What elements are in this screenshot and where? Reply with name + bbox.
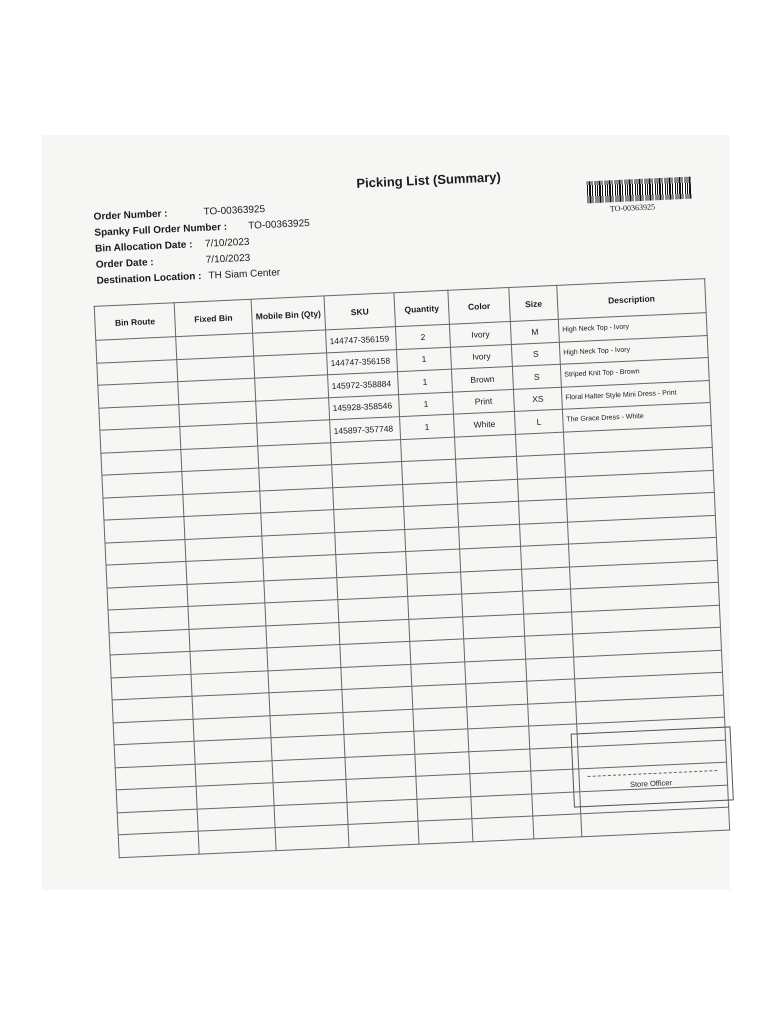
empty-cell: [471, 794, 533, 819]
sku-cell: 144747-356159: [326, 327, 397, 353]
signature-box: [571, 726, 734, 807]
empty-cell: [272, 757, 346, 783]
empty-cell: [516, 454, 565, 479]
empty-cell: [265, 600, 339, 626]
empty-cell: [337, 574, 408, 600]
empty-cell: [402, 459, 457, 484]
empty-cell: [415, 751, 470, 776]
empty-cell: [341, 664, 412, 690]
column-header: Bin Route: [94, 303, 175, 341]
description-cell: High Neck Top - Ivory: [559, 335, 708, 364]
empty-cell: [407, 571, 462, 596]
quantity-cell: 2: [395, 324, 450, 349]
empty-cell: [259, 465, 333, 491]
full-order-number-value: TO-00363925: [248, 217, 310, 232]
empty-cell: [522, 567, 571, 592]
order-number-value: TO-00363925: [203, 204, 266, 218]
empty-cell: [456, 456, 518, 481]
empty-cell: [334, 507, 405, 533]
color-cell: Ivory: [449, 321, 511, 346]
color-cell: White: [453, 411, 515, 436]
empty-cell: [418, 819, 473, 844]
empty-cell: [517, 477, 566, 502]
empty-cell: [340, 641, 411, 667]
empty-cell: [411, 661, 466, 686]
empty-cell: [269, 690, 343, 716]
empty-cell: [343, 709, 414, 735]
quantity-cell: 1: [396, 347, 451, 372]
empty-cell: [266, 622, 340, 648]
description-cell: Floral Halter Style Mini Dress - Print: [561, 380, 710, 409]
empty-cell: [526, 656, 575, 681]
empty-cell: [409, 616, 464, 641]
column-header: Mobile Bin (Qty): [251, 296, 325, 333]
column-header: Size: [509, 285, 558, 321]
size-cell: L: [514, 409, 563, 434]
field-label: Destination Location :: [96, 270, 202, 287]
empty-cell: [472, 816, 534, 841]
empty-cell: [261, 510, 335, 536]
order-date-row: [95, 252, 251, 276]
empty-cell: [465, 659, 527, 684]
empty-cell: [271, 734, 345, 760]
empty-cell: [268, 667, 342, 693]
empty-cell: [264, 577, 338, 603]
order-number-row: [93, 204, 266, 228]
field-label: Order Date :: [95, 257, 154, 271]
empty-cell: [410, 639, 465, 664]
empty-cell: [527, 679, 576, 704]
sku-cell: 145928-358546: [329, 394, 400, 420]
empty-cell: [457, 479, 519, 504]
empty-cell: [262, 532, 336, 558]
empty-cell: [459, 524, 521, 549]
destination-value: TH Siam Center: [208, 267, 281, 282]
empty-cell: [118, 831, 199, 857]
empty-cell: [455, 434, 517, 459]
empty-cell: [270, 712, 344, 738]
quantity-cell: 1: [398, 369, 453, 394]
empty-cell: [521, 544, 570, 569]
column-header: Description: [557, 279, 706, 320]
mobile-bin-cell: [256, 397, 330, 423]
empty-cell: [346, 776, 417, 802]
empty-cell: [416, 774, 471, 799]
empty-cell: [344, 731, 415, 757]
empty-cell: [466, 681, 528, 706]
order-meta: [93, 204, 310, 292]
empty-cell: [258, 442, 332, 468]
field-label: Bin Allocation Date :: [94, 239, 193, 255]
column-header: Fixed Bin: [174, 299, 252, 336]
empty-cell: [528, 701, 577, 726]
empty-cell: [273, 779, 347, 805]
empty-cell: [533, 814, 582, 839]
empty-cell: [408, 594, 463, 619]
barcode-image: [587, 177, 692, 204]
signature-label: Store Officer: [629, 778, 673, 790]
empty-cell: [461, 569, 523, 594]
mobile-bin-cell: [253, 330, 327, 356]
empty-cell: [515, 432, 564, 457]
size-cell: M: [510, 319, 559, 344]
mobile-bin-cell: [254, 352, 328, 378]
description-cell: Striped Knit Top - Brown: [560, 358, 709, 387]
empty-cell: [525, 634, 574, 659]
empty-cell: [469, 749, 531, 774]
empty-cell: [405, 527, 460, 552]
quantity-cell: 1: [400, 414, 455, 439]
empty-cell: [524, 612, 573, 637]
description-cell: The Grace Dress - White: [562, 403, 711, 432]
mobile-bin-cell: [257, 420, 331, 446]
empty-cell: [519, 499, 568, 524]
size-cell: S: [511, 342, 560, 367]
field-label: Order Number :: [93, 208, 168, 223]
sku-cell: 144747-356158: [327, 349, 398, 375]
destination-row: [96, 267, 281, 292]
empty-cell: [338, 596, 409, 622]
color-cell: Brown: [451, 366, 513, 391]
empty-cell: [339, 619, 410, 645]
picking-list-document: [88, 152, 738, 859]
empty-cell: [331, 439, 402, 465]
size-cell: S: [512, 364, 561, 389]
empty-cell: [458, 501, 520, 526]
empty-cell: [404, 504, 459, 529]
document-title: Picking List (Summary): [356, 169, 502, 191]
field-label: Spanky Full Order Number :: [94, 221, 228, 239]
column-header: SKU: [324, 293, 395, 330]
empty-cell: [413, 706, 468, 731]
empty-cell: [263, 555, 337, 581]
sku-cell: 145972-358884: [328, 372, 399, 398]
empty-cell: [406, 549, 461, 574]
empty-cell: [417, 796, 472, 821]
color-cell: Print: [452, 389, 514, 414]
empty-cell: [345, 754, 416, 780]
empty-cell: [467, 704, 529, 729]
empty-cell: [414, 729, 469, 754]
empty-cell: [274, 802, 348, 828]
empty-cell: [198, 828, 276, 854]
empty-cell: [333, 484, 404, 510]
description-cell: High Neck Top - Ivory: [558, 313, 707, 342]
empty-cell: [347, 799, 418, 825]
empty-cell: [412, 684, 467, 709]
empty-cell: [267, 645, 341, 671]
empty-cell: [470, 771, 532, 796]
empty-cell: [348, 821, 419, 847]
quantity-cell: 1: [399, 392, 454, 417]
empty-cell: [463, 614, 525, 639]
empty-cell: [336, 551, 407, 577]
empty-cell: [342, 686, 413, 712]
empty-cell: [523, 589, 572, 614]
bin-allocation-date-value: 7/10/2023: [204, 236, 250, 250]
bin-allocation-date-row: [94, 236, 250, 260]
empty-cell: [462, 591, 524, 616]
empty-cell: [275, 824, 349, 850]
order-date-value: 7/10/2023: [205, 252, 251, 266]
barcode-text: TO-00363925: [609, 202, 656, 214]
empty-cell: [335, 529, 406, 555]
size-cell: XS: [513, 387, 562, 412]
color-cell: Ivory: [450, 344, 512, 369]
sku-cell: 145897-357748: [330, 417, 401, 443]
signature-line: [588, 770, 718, 777]
column-header: Quantity: [394, 290, 449, 326]
empty-cell: [464, 636, 526, 661]
column-header: Color: [448, 288, 510, 325]
empty-cell: [468, 726, 530, 751]
empty-cell: [403, 482, 458, 507]
mobile-bin-cell: [255, 375, 329, 401]
empty-cell: [460, 546, 522, 571]
empty-cell: [520, 522, 569, 547]
empty-cell: [401, 437, 456, 462]
empty-cell: [260, 487, 334, 513]
empty-cell: [332, 462, 403, 488]
